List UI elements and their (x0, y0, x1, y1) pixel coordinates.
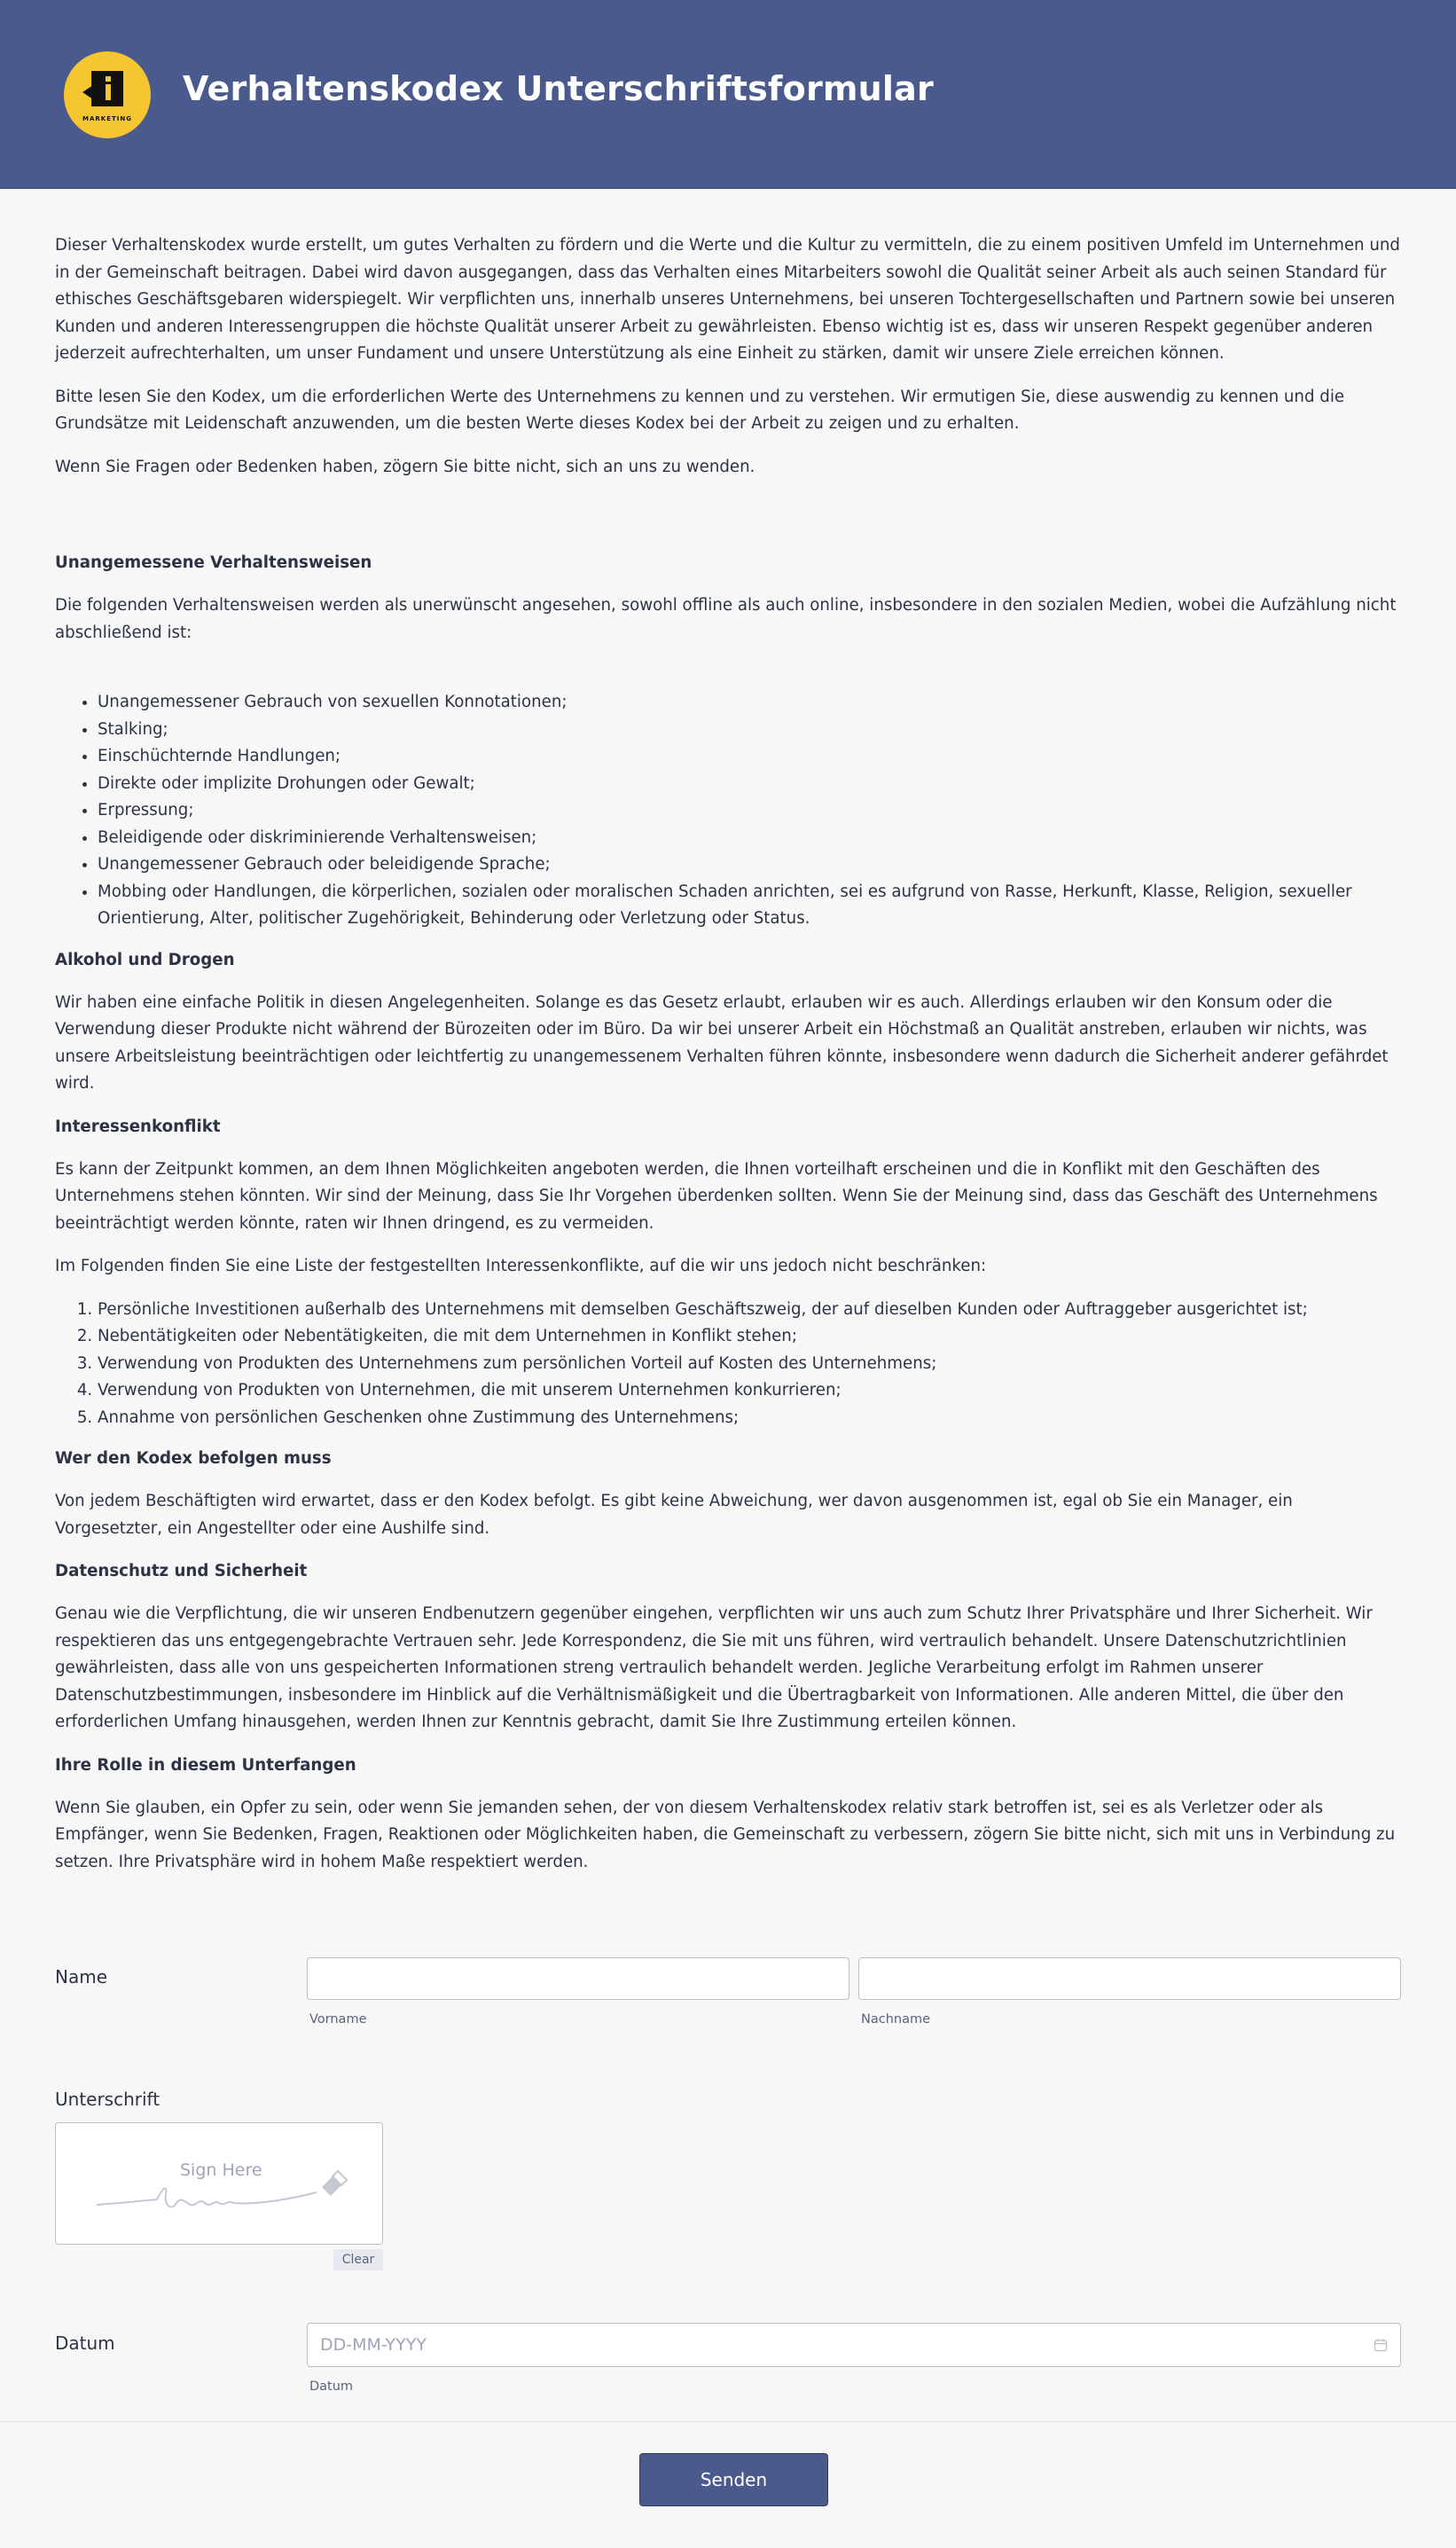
logo-text: MARKETING (82, 115, 132, 122)
list-item: 5. Annahme von persönlichen Geschenken ohne Zustimmung des Unternehmens; (98, 1405, 1401, 1432)
section-heading: Unangemessene Verhaltensweisen (55, 553, 372, 572)
date-placeholder: DD-MM-YYYY (320, 2335, 427, 2355)
section-text: Wenn Sie glauben, ein Opfer zu sein, oder wenn Sie jemanden sehen, der von diesem Verhaltenskodex relativ stark betroffen ist, sei es als Verletzer oder als Empfänger, wenn Sie Bedenken, Fragen, Reaktionen oder Möglichkeiten haben, die Gemeinschaft zu verbessern, zögern Sie bitte nicht, sich mit uns in Verbindung zu setzen. Ihre Privatsphäre wird in hohem Maße respektiert werden. (55, 1798, 1396, 1871)
form-title: Verhaltenskodex Unterschriftsformular (183, 69, 934, 108)
section-text: Die folgenden Verhaltensweisen werden als unerwünscht angesehen, sowohl offline als auch online, insbesondere in den sozialen Medien, wobei die Aufzählung nicht abschließend ist: (55, 596, 1397, 642)
list-item: • Unangemessener Gebrauch von sexuellen Konnotationen; (98, 689, 1401, 717)
section-text: Im Folgenden finden Sie eine Liste der festgestellten Interessenkonflikte, auf die wir uns jedoch nicht beschränken: (55, 1257, 987, 1275)
date-input[interactable] (307, 2323, 1401, 2367)
footer-divider (0, 2421, 1456, 2422)
section-heading: Alkohol und Drogen (55, 950, 235, 969)
list-item: • Mobbing oder Handlungen, die körperlichen, sozialen oder moralischen Schaden anrichten, sei es aufgrund von Rasse, Herkunft, Klasse, Religion, sexueller Orientierung, Alter, politischer Zugehörigkeit, Behinderung oder Verletzung oder Status. (98, 879, 1401, 933)
inappropriate-behaviors-list (98, 689, 1401, 933)
section-heading: Wer den Kodex befolgen muss (55, 1449, 332, 1468)
signature-label: Unterschrift (55, 2089, 160, 2110)
first-name-sublabel: Vorname (309, 2012, 367, 2027)
signature-scribble-icon (95, 2162, 361, 2224)
list-item: 2. Nebentätigkeiten oder Nebentätigkeiten, die mit dem Unternehmen in Konflikt stehen; (98, 1323, 1401, 1351)
section-text: Genau wie die Verpflichtung, die wir unseren Endbenutzern gegenüber eingehen, verpflichten wir uns auch zum Schutz Ihrer Privatsphäre und Ihrer Sicherheit. Wir respektieren das uns entgegengebrachte Vertrauen sehr. Jede Korrespondenz, die Sie mit uns führen, wird vertraulich behandelt. Unsere Datenschutzrichtlinien gewährleisten, dass alle von uns gespeicherten Informationen streng vertraulich behandelt werden. Jegliche Verarbeitung erfolgt im Rahmen unserer Datenschutzbestimmungen, insbesondere im Hinblick auf die Verhältnismäßigkeit und die Übertragbarkeit von Informationen. Alle anderen Mittel, die über den erforderlichen Umfang hinausgehen, werden Ihnen zur Kenntnis gebracht, damit Sie Ihre Zustimmung erteilen können. (55, 1604, 1373, 1731)
date-sublabel: Datum (309, 2379, 354, 2394)
section-heading: Datenschutz und Sicherheit (55, 1562, 308, 1580)
section-text: Wir haben eine einfache Politik in diesen Angelegenheiten. Solange es das Gesetz erlaubt, erlauben wir es auch. Allerdings erlauben wir den Konsum oder die Verwendung dieser Produkte nicht während der Bürozeiten oder im Büro. Da wir bei unserer Arbeit ein Höchstmaß an Qualität anstreben, erlauben wir nichts, was unsere Arbeitsleistung beeinträchtigen oder leichtfertig zu unangemessenem Verhalten führen könnte, insbesondere wenn dadurch die Sicherheit anderer gefährdet wird. (55, 992, 1389, 1093)
signature-pad[interactable] (55, 2122, 383, 2245)
list-item: • Einschüchternde Handlungen; (98, 743, 1401, 771)
section-heading: Interessenkonflikt (55, 1117, 221, 1136)
submit-button[interactable]: Senden (639, 2453, 828, 2506)
section-text: Es kann der Zeitpunkt kommen, an dem Ihnen Möglichkeiten angeboten werden, die Ihnen vorteilhaft erscheinen und die in Konflikt mit den Geschäften des Unternehmens stehen könnten. Wir sind der Meinung, dass Sie Ihr Vorgehen überdenken sollten. Wenn Sie der Meinung sind, dass das Geschäft des Unternehmens beeinträchtigt werden könnte, raten wir Ihnen dringend, es zu vermeiden. (55, 1159, 1378, 1233)
list-item: • Direkte oder implizite Drohungen oder Gewalt; (98, 771, 1401, 798)
first-name-input[interactable] (307, 1957, 849, 2000)
last-name-sublabel: Nachname (861, 2012, 931, 2027)
list-item: • Erpressung; (98, 797, 1401, 825)
list-item: 4. Verwendung von Produkten von Unternehmen, die mit unserem Unternehmen konkurrieren; (98, 1377, 1401, 1405)
intro-paragraph-1: Dieser Verhaltenskodex wurde erstellt, um gutes Verhalten zu fördern und die Werte und die Kultur zu vermitteln, die zu einem positiven Umfeld im Unternehmen und in der Gemeinschaft beitragen. Dabei wird davon ausgegangen, dass das Verhalten eines Mitarbeiters sowohl die Qualität seiner Arbeit als auch seinen Standard für ethisches Geschäftsgebaren widerspiegelt. Wir verpflichten uns, innerhalb unseres Unternehmens, bei unseren Tochtergesellschaften und Partnern sowie bei unseren Kunden und anderen Interessengruppen die höchste Qualität unserer Arbeit zu gewährleisten. Ebenso wichtig ist es, dass wir unseren Respekt gegenüber anderen jederzeit aufrechterhalten, um unser Fundament und unsere Unterstützung als eine Einheit zu stärken, damit wir unsere Ziele erreichen können. (55, 236, 1400, 363)
clear-signature-button[interactable]: Clear (333, 2249, 383, 2270)
conflict-of-interest-list (98, 1297, 1401, 1432)
form-header (0, 0, 1456, 189)
intro-paragraph-2: Bitte lesen Sie den Kodex, um die erforderlichen Werte des Unternehmens zu kennen und zu verstehen. Wir ermutigen Sie, diese auswendig zu kennen und die Grundsätze mit Leidenschaft anzuwenden, um die besten Werte dieses Kodex bei der Arbeit zu zeigen und zu erhalten. (55, 387, 1345, 433)
list-item: • Unangemessener Gebrauch oder beleidigende Sprache; (98, 851, 1401, 879)
list-item: 1. Persönliche Investitionen außerhalb des Unternehmens mit demselben Geschäftszweig, der auf dieselben Kunden oder Auftraggeber ausgerichtet ist; (98, 1297, 1401, 1324)
company-logo (64, 51, 151, 138)
section-heading: Ihre Rolle in diesem Unterfangen (55, 1755, 356, 1775)
list-item: • Stalking; (98, 717, 1401, 744)
code-of-conduct-text (55, 232, 1401, 1892)
date-label: Datum (55, 2332, 115, 2354)
last-name-input[interactable] (858, 1957, 1401, 2000)
list-item: 3. Verwendung von Produkten des Unternehmens zum persönlichen Vorteil auf Kosten des Unternehmens; (98, 1351, 1401, 1378)
section-text: Von jedem Beschäftigten wird erwartet, dass er den Kodex befolgt. Es gibt keine Abweichung, wer davon ausgenommen ist, egal ob Sie ein Manager, ein Vorgesetzter, ein Angestellter oder eine Aushilfe sind. (55, 1492, 1293, 1538)
name-label: Name (55, 1966, 108, 1987)
signature-hint: Sign Here (180, 2160, 262, 2180)
list-item: • Beleidigende oder diskriminierende Verhaltensweisen; (98, 825, 1401, 852)
calendar-icon[interactable] (1374, 2338, 1388, 2352)
intro-paragraph-3: Wenn Sie Fragen oder Bedenken haben, zögern Sie bitte nicht, sich an uns zu wenden. (55, 457, 755, 476)
logo-info-square (91, 71, 123, 106)
